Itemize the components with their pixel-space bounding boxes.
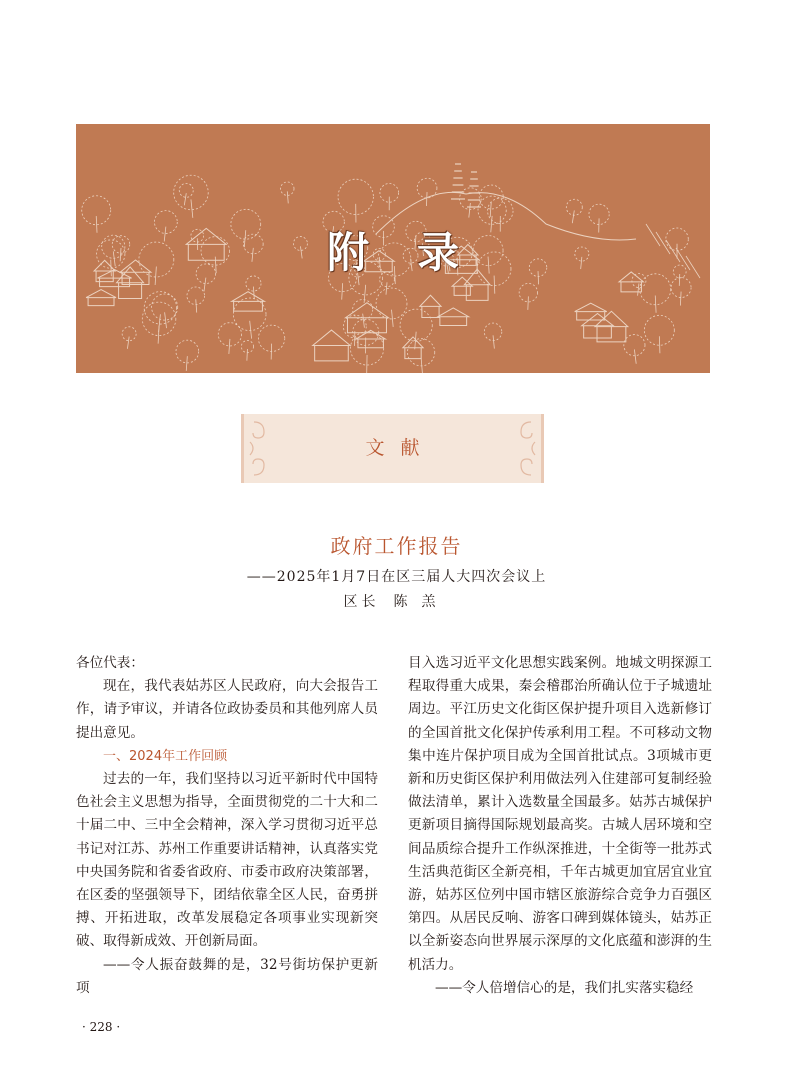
header-banner: [76, 124, 710, 373]
body-paragraph: 过去的一年，我们坚持以习近平新时代中国特色社会主义思想为指导，全面贯彻党的二十大和二十届二中、三中全会精神，深入学习贯彻习近平总书记对江苏、苏州工作重要讲话精神，认真落实党中央国务院和省委省政府、市委市政府决策部署，在区委的坚强领导下，团结依靠全区人民，奋勇拼搏、开拓进取，改革发展稳定各项事业实现新突破、取得新成效、开创新局面。: [76, 771, 378, 950]
body-column-left: [76, 652, 378, 1000]
banner-title: 附录: [326, 228, 507, 277]
body-paragraph: 各位代表：: [76, 655, 144, 671]
report-author: [0, 591, 793, 611]
author-name: 陈羔: [393, 594, 450, 610]
section-label: 文献: [365, 437, 436, 459]
page-number: · 228 ·: [82, 1020, 121, 1034]
body-paragraph: 现在，我代表姑苏区人民政府，向大会报告工作，请予审议，并请各位政协委员和其他列席人员提出意见。: [76, 678, 378, 741]
section-label-box: [241, 414, 544, 483]
section-heading: 一、2024年工作回顾: [103, 748, 228, 764]
author-role: 区长: [343, 594, 380, 610]
report-title: 政府工作报告: [330, 534, 463, 558]
body-paragraph: ——令人振奋鼓舞的是，32号街坊保护更新项: [76, 956, 378, 996]
body-column-right: [408, 652, 712, 1000]
report-subtitle: ——2025年1月7日在区三届人大四次会议上: [246, 569, 547, 585]
body-paragraph: ——令人倍增信心的是，我们扎实落实稳经: [435, 979, 694, 996]
body-paragraph: 目入选习近平文化思想实践案例。地城文明探源工程取得重大成果，秦会稽郡治所确认位于子城遗址周边。平江历史文化街区保护提升项目入选新修订的全国首批文化保护传承利用工程。不可移动文物集中连片保护项目成为全国首批试点。3项城市更新和历史街区保护利用做法列入住建部可复制经验做法清单，累计入选数量全国最多。姑苏古城保护更新项目摘得国际规划最高奖。古城人居环境和空间品质综合提升工作纵深推进，十全街等一批苏式生活典范街区全新亮相，千年古城更加宜居宜业宜游，姑苏区位列中国市辖区旅游综合竞争力百强区第四。从居民反响、游客口碑到媒体镜头，姑苏正以全新姿态向世界展示深厚的文化底蕴和澎湃的生机活力。: [408, 655, 712, 973]
